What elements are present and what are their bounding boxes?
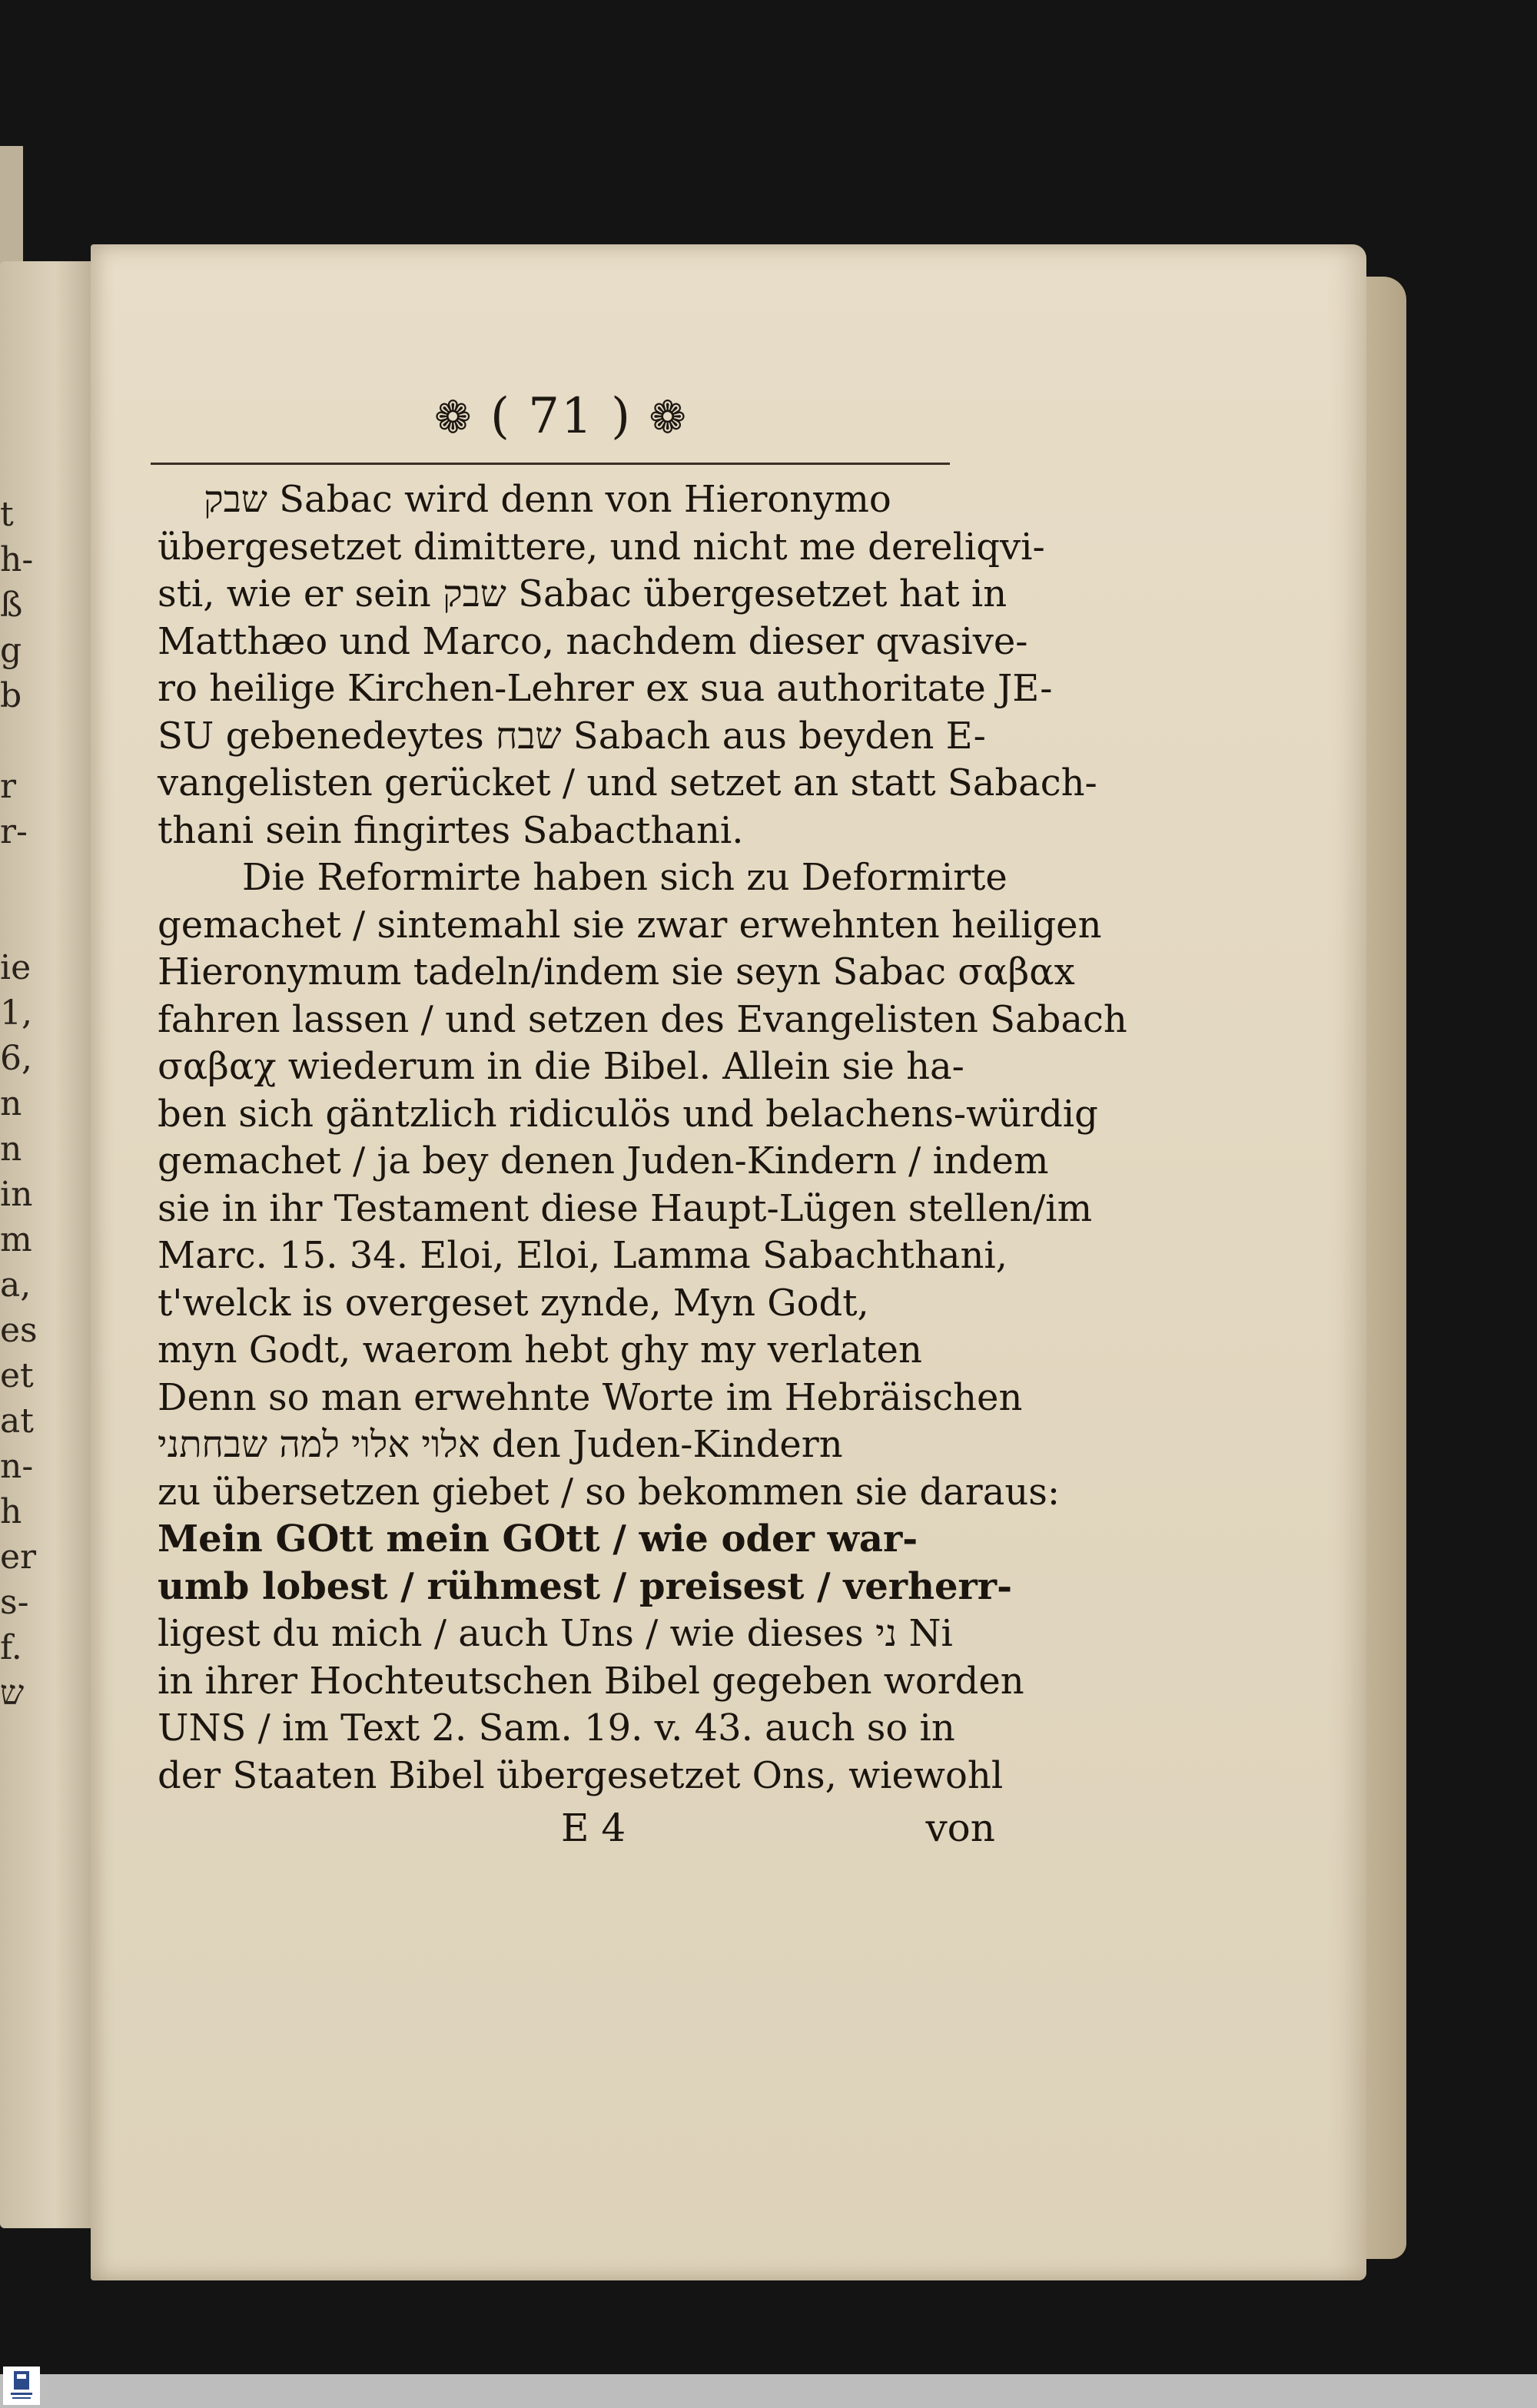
text-line: UNS / im Text 2. Sam. 19. v. 43. auch so in <box>158 1706 955 1750</box>
catchword: von <box>925 1806 995 1850</box>
facing-page-fragment: at <box>0 1401 34 1441</box>
facing-page-fragment: m <box>0 1220 32 1259</box>
page-number: ( 71 ) <box>490 388 632 445</box>
facing-page-fragment: n- <box>0 1447 34 1486</box>
facing-page-fragment <box>0 900 31 945</box>
text-line: ligest du mich / auch Uns / wie dieses ני Ni <box>158 1612 953 1655</box>
text-line: myn Godt, waerom hebt ghy my verlaten <box>158 1328 922 1371</box>
text-line: gemachet / sintemahl sie zwar erwehnten heiligen <box>158 903 1102 947</box>
facing-page-fragment: n <box>0 1084 22 1123</box>
facing-page-fragment: r <box>0 767 17 806</box>
viewer-bottom-bar <box>0 2374 1537 2408</box>
signature-mark: E 4 <box>561 1806 626 1850</box>
facing-page-fragment: s- <box>0 1583 29 1622</box>
text-line: thani sein fingirtes Sabacthani. <box>158 808 744 852</box>
text-line: gemachet / ja bey denen Juden-Kindern / indem <box>158 1139 1049 1182</box>
facing-page-fragment: a, <box>0 1265 32 1305</box>
text-line: übergesetzet dimittere, und nicht me dereliqvi- <box>158 525 1045 569</box>
text-line: vangelisten gerücket / und setzet an statt Sabach- <box>158 761 1097 804</box>
text-line: der Staaten Bibel übergesetzet Ons, wiewohl <box>158 1753 1004 1797</box>
text-line: umb lobest / rühmest / preisest / verherr- <box>158 1564 1013 1608</box>
text-line: Mein GOtt mein GOtt / wie oder war- <box>158 1517 918 1561</box>
facing-page-fragment: 6, <box>0 1039 32 1078</box>
text-line: Marc. 15. 34. Eloi, Eloi, Lamma Sabachthani, <box>158 1234 1008 1277</box>
text-line: zu übersetzen giebet / so bekommen sie daraus: <box>158 1470 1061 1514</box>
page-header <box>430 388 692 445</box>
text-line: ro heilige Kirchen-Lehrer ex sua authoritate JE- <box>158 667 1053 710</box>
facing-page-fragment: ß <box>0 585 23 625</box>
text-line: fahren lassen / und setzen des Evangelisten Sabach <box>158 997 1127 1041</box>
text-line: t'welck is overgeset zynde, Myn Godt, <box>158 1281 869 1325</box>
facing-page-fragment: ie <box>0 948 32 987</box>
facing-page-fragment: h- <box>0 540 34 579</box>
facing-page-fragment <box>0 854 31 900</box>
text-line: Die Reformirte haben sich zu Deformirte <box>242 856 1008 899</box>
body-text <box>158 476 1127 1799</box>
text-line: אלוי אלוי למה שבחתני den Juden-Kindern <box>158 1423 843 1466</box>
text-line: Denn so man erwehnte Worte im Hebräischen <box>158 1375 1023 1419</box>
facing-page-text-fragments <box>0 492 38 1716</box>
page-footer <box>158 1806 995 1859</box>
text-line: Matthæo und Marco, nachdem dieser qvasive- <box>158 619 1028 663</box>
facing-page-fragment: r- <box>0 812 28 851</box>
facing-page-fragment: f. <box>0 1628 22 1667</box>
ornament-right-icon: ❁ <box>649 391 688 443</box>
text-line: σαβαχ wiederum in die Bibel. Allein sie ha- <box>158 1045 964 1088</box>
text-line: sti, wie er sein שבק Sabac übergesetzet hat in <box>158 572 1008 615</box>
facing-page-fragment: b <box>0 676 22 715</box>
facing-page-fragment: ש <box>0 1673 25 1713</box>
text-line: sie in ihr Testament diese Haupt-Lügen stellen/im <box>158 1186 1093 1230</box>
text-line: Hieronymum tadeln/indem sie seyn Sabac σαβαx <box>158 950 1075 993</box>
facing-page-fragment: g <box>0 631 22 670</box>
text-line: שבק Sabac wird denn von Hieronymo <box>204 478 891 521</box>
facing-page-fragment: t <box>0 495 14 534</box>
facing-page-fragment: et <box>0 1356 34 1395</box>
ornament-left-icon: ❁ <box>434 391 473 443</box>
text-line: SU gebenedeytes שבח Sabach aus beyden E- <box>158 714 986 758</box>
facing-page-fragment: h <box>0 1492 22 1531</box>
facing-page-fragment: er <box>0 1537 37 1577</box>
header-rule <box>151 463 950 465</box>
facing-page-fragment <box>0 718 31 764</box>
facing-page-fragment: in <box>0 1175 33 1214</box>
library-logo-icon <box>3 2367 40 2405</box>
text-line: in ihrer Hochteutschen Bibel gegeben worden <box>158 1659 1024 1703</box>
text-line: ben sich gäntzlich ridiculös und belachens-würdig <box>158 1092 1098 1136</box>
facing-page-fragment: es <box>0 1311 38 1350</box>
facing-page-fragment: 1, <box>0 993 32 1033</box>
facing-page-fragment: n <box>0 1129 22 1169</box>
